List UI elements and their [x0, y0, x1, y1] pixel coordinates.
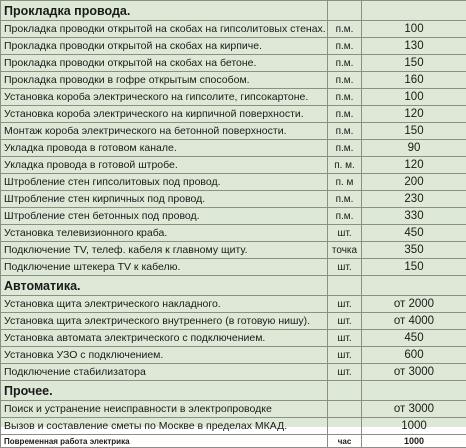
service-price: 160 — [362, 72, 466, 89]
service-price: 450 — [362, 225, 466, 242]
table-row — [1, 259, 466, 276]
section-blank-price — [362, 381, 466, 401]
service-price: 150 — [362, 259, 466, 276]
service-unit: п.м. — [328, 38, 362, 55]
service-name: Прокладка проводки в гофре открытым способом. — [1, 72, 328, 89]
service-price: 100 — [362, 21, 466, 38]
service-unit: шт. — [328, 296, 362, 313]
table-row — [1, 21, 466, 38]
table-row — [1, 418, 466, 435]
table-row — [1, 401, 466, 418]
table-row — [1, 89, 466, 106]
service-name: Штробление стен кирпичных под провод. — [1, 191, 328, 208]
table-row — [1, 106, 466, 123]
table-row — [1, 191, 466, 208]
service-name: Установка УЗО с подключением. — [1, 347, 328, 364]
table-row — [1, 174, 466, 191]
service-price: 100 — [362, 89, 466, 106]
service-price: от 2000 — [362, 296, 466, 313]
service-price: от 4000 — [362, 313, 466, 330]
service-name: Укладка провода в готовом канале. — [1, 140, 328, 157]
service-unit: п.м. — [328, 89, 362, 106]
service-unit: шт. — [328, 347, 362, 364]
table-row — [1, 330, 466, 347]
service-name: Установка щита электрического накладного. — [1, 296, 328, 313]
section-blank-price — [362, 276, 466, 296]
service-unit: п.м. — [328, 72, 362, 89]
service-price: 130 — [362, 38, 466, 55]
service-name: Подключение штекера TV к кабелю. — [1, 259, 328, 276]
table-row — [1, 347, 466, 364]
service-price: 350 — [362, 242, 466, 259]
service-unit: п. м. — [328, 157, 362, 174]
section-header-row-2 — [1, 276, 466, 296]
service-price: от 3000 — [362, 401, 466, 418]
service-unit: п.м. — [328, 55, 362, 72]
service-unit: шт. — [328, 364, 362, 381]
service-name: Повременная работа электрика — [1, 435, 328, 448]
table-row — [1, 364, 466, 381]
service-price: 450 — [362, 330, 466, 347]
section-header-row-3 — [1, 381, 466, 401]
table-row — [1, 225, 466, 242]
service-unit — [328, 418, 362, 435]
service-name: Штробление стен гипсолитовых под провод. — [1, 174, 328, 191]
service-unit: час — [328, 435, 362, 448]
service-unit: шт. — [328, 313, 362, 330]
service-price: 330 — [362, 208, 466, 225]
service-unit: п.м. — [328, 140, 362, 157]
service-unit: п.м. — [328, 208, 362, 225]
service-price: 120 — [362, 157, 466, 174]
service-price: от 3000 — [362, 364, 466, 381]
service-name: Поиск и устранение неисправности в электропроводке — [1, 401, 328, 418]
section-title: Автоматика. — [1, 276, 328, 296]
service-name: Монтаж короба электрического на бетонной поверхности. — [1, 123, 328, 140]
service-name: Прокладка проводки открытой на скобах на кирпиче. — [1, 38, 328, 55]
service-name: Установка автомата электрического с подключением. — [1, 330, 328, 347]
table-row — [1, 140, 466, 157]
service-unit: п.м. — [328, 191, 362, 208]
table-row — [1, 296, 466, 313]
section-blank-unit — [328, 1, 362, 21]
table-row — [1, 55, 466, 72]
service-unit: шт. — [328, 225, 362, 242]
service-unit: точка — [328, 242, 362, 259]
service-unit: шт. — [328, 259, 362, 276]
service-unit — [328, 401, 362, 418]
service-price: 1000 — [362, 435, 466, 448]
service-price: 230 — [362, 191, 466, 208]
service-price: 120 — [362, 106, 466, 123]
service-unit: п. м — [328, 174, 362, 191]
service-price: 150 — [362, 55, 466, 72]
service-unit: шт. — [328, 330, 362, 347]
service-name: Прокладка проводки открытой на скобах на бетоне. — [1, 55, 328, 72]
service-name: Установка телевизионного краба. — [1, 225, 328, 242]
section-header-row-1 — [1, 1, 466, 21]
service-price: 150 — [362, 123, 466, 140]
service-price: 200 — [362, 174, 466, 191]
service-name: Штробление стен бетонных под провод. — [1, 208, 328, 225]
service-name: Установка короба электрического на кирпичной поверхности. — [1, 106, 328, 123]
table-row — [1, 123, 466, 140]
service-name: Подключение TV, телеф. кабеля к главному щиту. — [1, 242, 328, 259]
section-blank-price — [362, 1, 466, 21]
section-blank-unit — [328, 276, 362, 296]
price-table-body — [1, 1, 466, 448]
service-unit: п.м. — [328, 21, 362, 38]
table-row — [1, 208, 466, 225]
service-unit: п.м. — [328, 106, 362, 123]
service-name: Вызов и составление сметы по Москве в пределах МКАД. — [1, 418, 328, 435]
service-name: Подключение стабилизатора — [1, 364, 328, 381]
table-row — [1, 72, 466, 89]
service-name: Укладка провода в готовой штробе. — [1, 157, 328, 174]
section-title: Прокладка провода. — [1, 1, 328, 21]
table-row — [1, 313, 466, 330]
service-name: Установка короба электрического на гипсолите, гипсокартоне. — [1, 89, 328, 106]
section-blank-unit — [328, 381, 362, 401]
service-price: 90 — [362, 140, 466, 157]
table-row — [1, 38, 466, 55]
service-price: 600 — [362, 347, 466, 364]
table-row — [1, 157, 466, 174]
service-price: 1000 — [362, 418, 466, 435]
section-title: Прочее. — [1, 381, 328, 401]
table-row — [1, 242, 466, 259]
service-name: Установка щита электрического внутреннего (в готовую нишу). — [1, 313, 328, 330]
service-name: Прокладка проводки открытой на скобах на гипсолитовых стенах. — [1, 21, 328, 38]
service-unit: п.м. — [328, 123, 362, 140]
hourly-rate-row — [1, 435, 466, 448]
